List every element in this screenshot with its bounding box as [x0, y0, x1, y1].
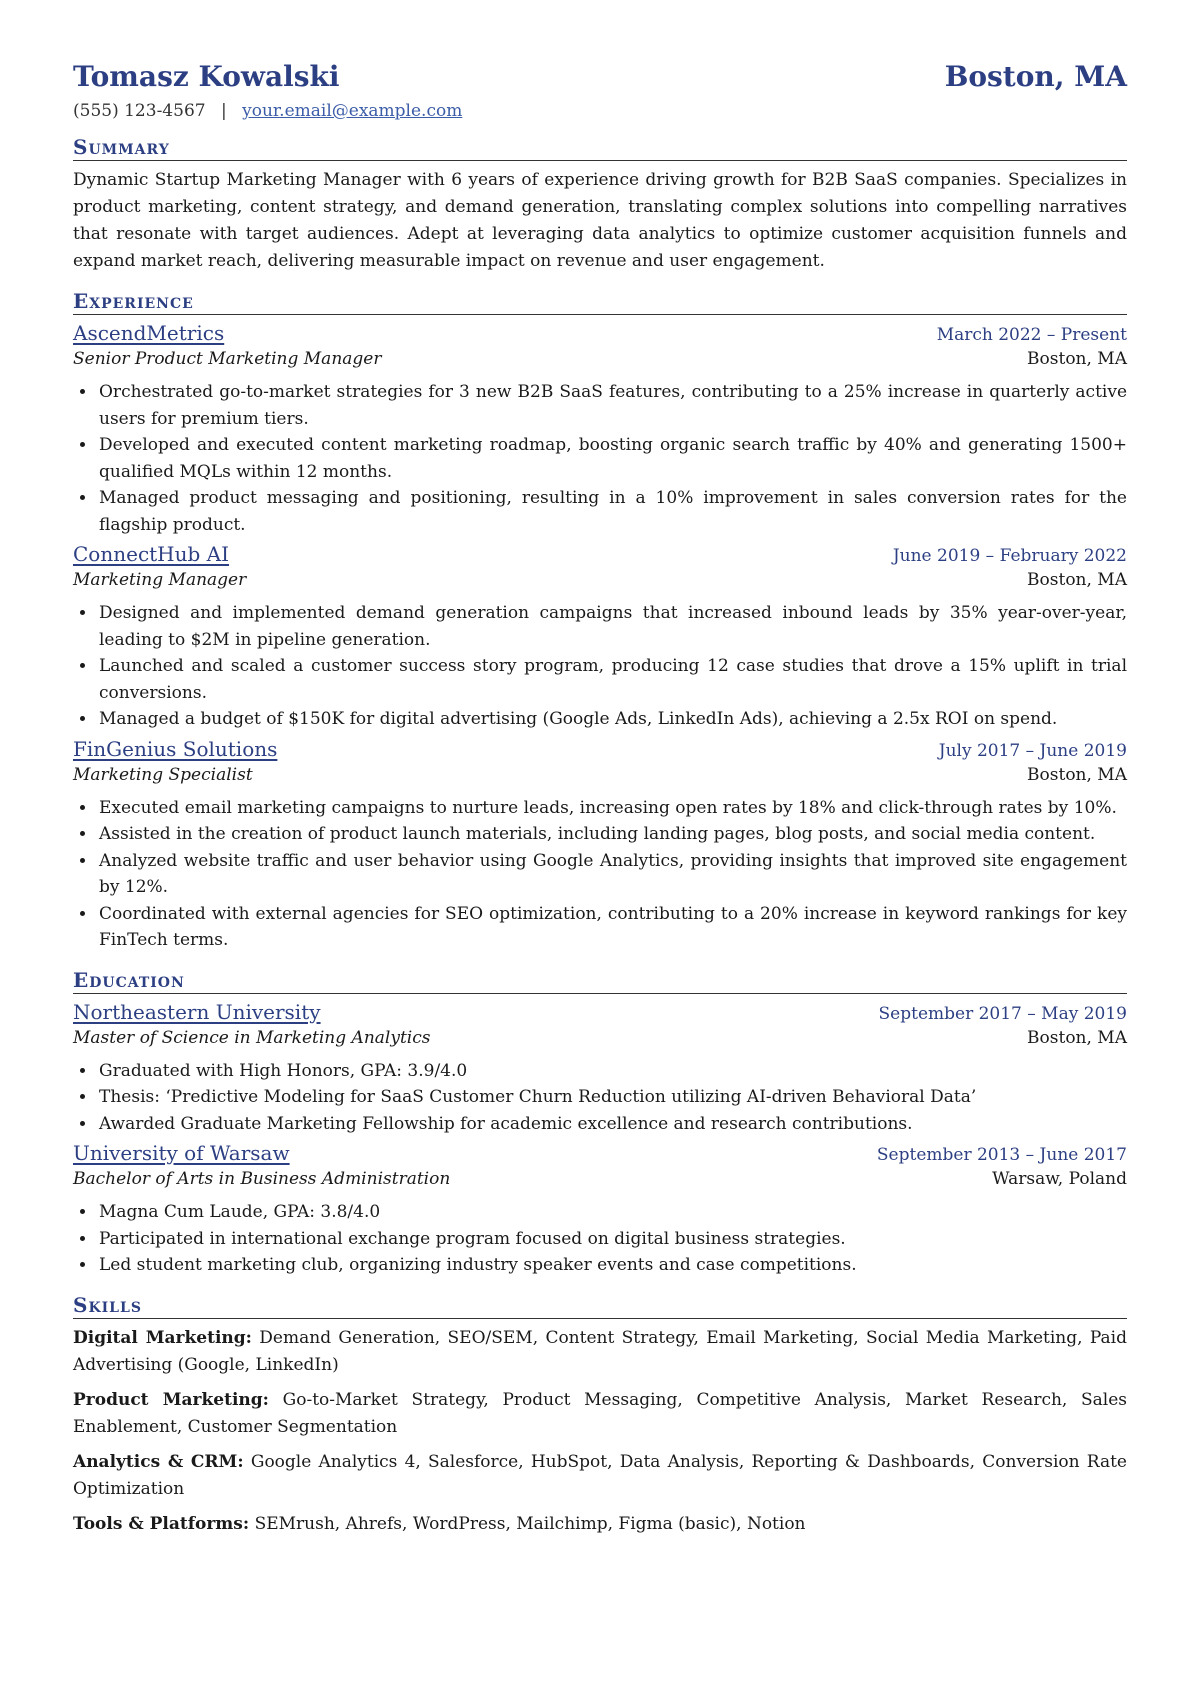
- date-range: June 2019 – February 2022: [892, 546, 1127, 566]
- achievement-item: • Designed and implemented demand generation campaigns that increased inbound leads by 35% year-over-year, leading to $2M in pipeline generation.: [97, 600, 1127, 653]
- school-location: Warsaw, Poland: [992, 1169, 1127, 1189]
- skill-group: [73, 1449, 1127, 1503]
- skill-group-value: Demand Generation, SEO/SEM, Content Strategy, Email Marketing, Social Media Marketing, Paid Advertising (Google, LinkedIn): [73, 1327, 1127, 1375]
- education-detail-list: [73, 1199, 1127, 1279]
- date-range: July 2017 – June 2019: [938, 740, 1127, 761]
- school-name[interactable]: University of Warsaw: [73, 1141, 290, 1165]
- achievement-item: • Developed and executed content marketing roadmap, boosting organic search traffic by 40% and generating 1500+ qualified MQLs within 12 months.: [97, 432, 1127, 485]
- skill-group: [73, 1511, 1127, 1538]
- company-name[interactable]: ConnectHub AI: [73, 542, 230, 566]
- skill-group-label: Product Marketing:: [73, 1389, 269, 1410]
- resume-content: [73, 60, 1127, 1538]
- skills-section: [73, 1293, 1127, 1538]
- school-location: Boston, MA: [1027, 1027, 1127, 1048]
- experience-heading: Experience: [73, 289, 1127, 315]
- phone-number: (555) 123-4567: [73, 101, 206, 121]
- date-range: March 2022 – Present: [936, 325, 1127, 345]
- job-title: Marketing Specialist: [73, 764, 253, 785]
- skill-group-label: Analytics & CRM:: [73, 1451, 244, 1472]
- summary-heading: Summary: [73, 135, 1127, 161]
- summary-section: [73, 135, 1127, 275]
- experience-section: [73, 289, 1127, 954]
- experience-entry: [73, 737, 1127, 954]
- job-location: Boston, MA: [1027, 349, 1127, 369]
- company-name[interactable]: FinGenius Solutions: [73, 736, 278, 761]
- achievement-list: [73, 379, 1127, 538]
- achievement-item: • Analyzed website traffic and user behavior using Google Analytics, providing insights that improved site engagement by 12%.: [97, 848, 1127, 901]
- skill-group: [73, 1387, 1127, 1441]
- achievement-item: • Coordinated with external agencies for SEO optimization, contributing to a 20% increase in keyword rankings for key FinTech terms.: [97, 901, 1127, 954]
- job-location: Boston, MA: [1027, 764, 1127, 785]
- achievement-item: • Orchestrated go-to-market strategies for 3 new B2B SaaS features, contributing to a 25% increase in quarterly active users for premium tiers.: [97, 379, 1127, 432]
- achievement-item: • Executed email marketing campaigns to nurture leads, increasing open rates by 18% and click-through rates by 10%.: [97, 795, 1127, 822]
- achievement-item: • Assisted in the creation of product launch materials, including landing pages, blog posts, and social media content.: [97, 821, 1127, 848]
- education-detail-item: • Awarded Graduate Marketing Fellowship for academic excellence and research contributions.: [97, 1111, 1127, 1138]
- achievement-list: [73, 600, 1127, 733]
- skills-heading: Skills: [73, 1293, 1127, 1319]
- education-detail-list: [73, 1058, 1127, 1138]
- skill-group-value: SEMrush, Ahrefs, WordPress, Mailchimp, Figma (basic), Notion: [254, 1513, 806, 1534]
- contact-separator: |: [220, 101, 227, 121]
- achievement-item: • Launched and scaled a customer success story program, producing 12 case studies that drove a 15% uplift in trial conversions.: [97, 653, 1127, 706]
- candidate-location: Boston, MA: [944, 60, 1127, 93]
- skill-group-value: Go-to-Market Strategy, Product Messaging, Competitive Analysis, Market Research, Sales Enablement, Customer Segmentation: [73, 1389, 1127, 1437]
- company-name[interactable]: AscendMetrics: [73, 321, 225, 345]
- summary-text: Dynamic Startup Marketing Manager with 6 years of experience driving growth for B2B SaaS companies. Specializes in product marketing, content strategy, and demand generation, translating complex solutions into compelling narratives that resonate with target audiences. Adept at leveraging data analytics to optimize customer acquisition funnels and expand market reach, delivering measurable impact on revenue and user engagement.: [73, 170, 1127, 271]
- education-detail-item: • Graduated with High Honors, GPA: 3.9/4.0: [97, 1058, 1127, 1085]
- education-detail-item: • Led student marketing club, organizing industry speaker events and case competitions.: [97, 1252, 1127, 1279]
- contact-line: [73, 101, 1127, 121]
- achievement-item: • Managed a budget of $150K for digital advertising (Google Ads, LinkedIn Ads), achieving a 2.5x ROI on spend.: [97, 706, 1127, 733]
- experience-entry: [73, 321, 1127, 538]
- education-detail-item: • Participated in international exchange program focused on digital business strategies.: [97, 1226, 1127, 1253]
- education-entry: [73, 1141, 1127, 1279]
- skill-group-label: Digital Marketing:: [73, 1327, 252, 1348]
- achievement-item: • Managed product messaging and positioning, resulting in a 10% improvement in sales conversion rates for the flagship product.: [97, 485, 1127, 538]
- resume-header: [73, 60, 1127, 93]
- candidate-name: Tomasz Kowalski: [73, 60, 340, 93]
- education-detail-item: • Magna Cum Laude, GPA: 3.8/4.0: [97, 1199, 1127, 1226]
- degree: Bachelor of Arts in Business Administration: [73, 1169, 451, 1189]
- email-link[interactable]: your.email@example.com: [242, 101, 463, 121]
- education-heading: Education: [73, 968, 1127, 994]
- education-detail-item: • Thesis: ‘Predictive Modeling for SaaS Customer Churn Reduction utilizing AI-driven Behavioral Data’: [97, 1084, 1127, 1111]
- skill-group-value: Google Analytics 4, Salesforce, HubSpot, Data Analysis, Reporting & Dashboards, Conversion Rate Optimization: [73, 1451, 1127, 1499]
- date-range: September 2017 – May 2019: [878, 1003, 1127, 1024]
- experience-entry: [73, 542, 1127, 733]
- achievement-list: [73, 795, 1127, 954]
- job-location: Boston, MA: [1027, 570, 1127, 590]
- degree: Master of Science in Marketing Analytics: [73, 1027, 431, 1048]
- job-title: Senior Product Marketing Manager: [73, 349, 382, 369]
- school-name[interactable]: Northeastern University: [73, 999, 321, 1024]
- education-entry: [73, 1000, 1127, 1138]
- education-section: [73, 968, 1127, 1279]
- skill-group: [73, 1325, 1127, 1379]
- job-title: Marketing Manager: [73, 570, 247, 590]
- date-range: September 2013 – June 2017: [876, 1145, 1127, 1165]
- skill-group-label: Tools & Platforms:: [73, 1513, 250, 1534]
